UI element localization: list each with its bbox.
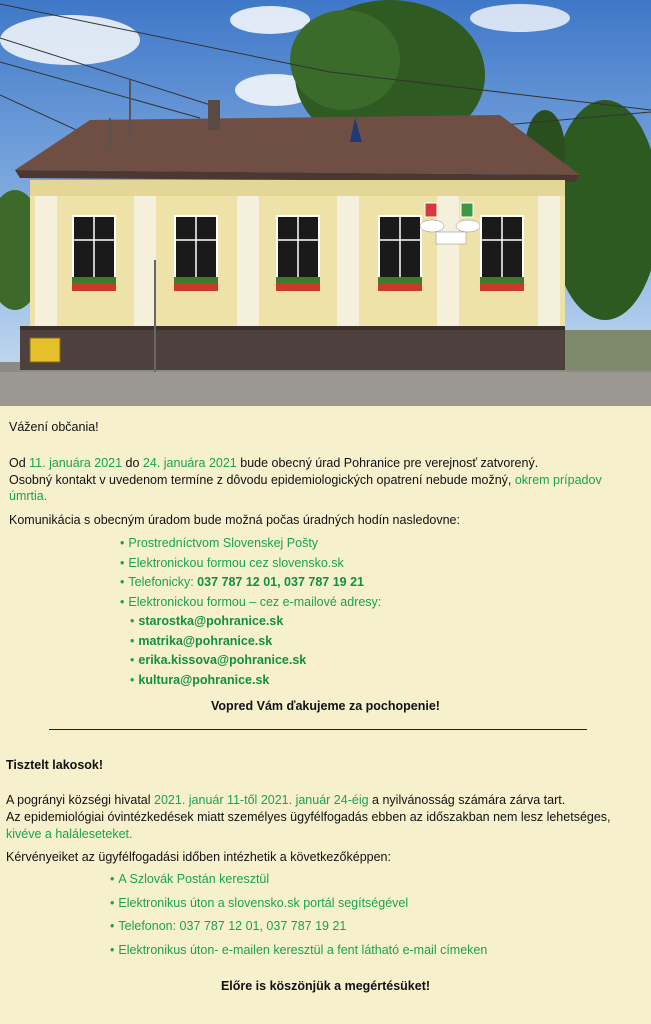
section-divider (49, 729, 587, 730)
bullet-icon: • (130, 633, 135, 648)
email-item[interactable] (130, 632, 306, 652)
hu-greeting: Tisztelt lakosok! (6, 758, 104, 772)
sk-exception-text-1: okrem prípadov (514, 473, 602, 487)
hu-closure-text: a nyilvánosság számára zárva tart. (368, 793, 566, 807)
bullet-icon: • (110, 895, 115, 910)
sk-phone-numbers: 037 787 12 01, 037 787 19 21 (197, 575, 364, 589)
hu-start-date: 2021. január 11-től (154, 793, 258, 807)
sk-contact-text: Osobný kontakt v uvedenom termíne z dôvodu epidemiologických opatrení nebude možný, (9, 473, 515, 487)
sk-greeting: Vážení občania! (9, 420, 99, 434)
email-item[interactable] (130, 651, 306, 671)
sk-email-list (130, 612, 306, 690)
bullet-icon: • (130, 672, 135, 687)
sk-end-date: 24. januára 2021 (142, 456, 237, 470)
list-item: • Prostredníctvom Slovenskej Pošty (120, 536, 319, 550)
email-link[interactable]: matrika@pohranice.sk (138, 633, 273, 648)
sk-communication-intro: Komunikácia s obecným úradom bude možná počas úradných hodín nasledovne: (9, 513, 460, 527)
hu-communication-intro: Kérvényeiket az ügyfélfogadási időben intézhetik a következőképpen: (6, 850, 391, 864)
email-link[interactable]: erika.kissova@pohranice.sk (138, 653, 307, 667)
hu-closure-paragraph (6, 792, 565, 808)
list-item: • Elektronickou formou – cez e-mailové adresy: (120, 594, 382, 609)
bullet-icon: • (130, 653, 135, 667)
bullet-icon: • (120, 594, 125, 609)
email-link[interactable]: starostka@pohranice.sk (138, 614, 284, 628)
municipal-office-photo (0, 0, 651, 406)
bullet-icon: • (110, 942, 115, 957)
hu-end-date: 2021. január 24-éig (260, 793, 369, 807)
sk-thanks: Vopred Vám ďakujeme za pochopenie! (211, 699, 440, 713)
list-item: • Elektronickou formou cez slovensko.sk (120, 555, 344, 570)
hu-thanks: Előre is köszönjük a megértésüket! (220, 979, 431, 993)
sk-to-text: do (122, 456, 143, 470)
email-item[interactable] (130, 612, 306, 632)
hu-contact-options (110, 868, 487, 962)
sk-from-text: Od (9, 456, 30, 470)
sk-contact-options (120, 534, 381, 612)
hu-contact-paragraph: Az epidemiológiai óvintézkedések miatt személyes ügyfélfogadás ebben az időszakban nem lesz lehetséges, (6, 810, 611, 824)
list-item: • Elektronikus úton a slovensko.sk portál segítségével (110, 895, 409, 910)
sk-closure-paragraph (9, 455, 538, 471)
bullet-icon: • (130, 614, 135, 628)
list-item: • A Szlovák Postán keresztül (110, 872, 270, 886)
bullet-icon: • (120, 575, 125, 589)
bullet-icon: • (110, 919, 115, 933)
sk-start-date: 11. januára 2021 (29, 456, 123, 470)
bullet-icon: • (120, 536, 125, 550)
sk-contact-paragraph (9, 472, 602, 488)
list-item: • Telefonon: 037 787 12 01, 037 787 19 21 (110, 919, 347, 933)
sk-exception-text-2: úmrtia. (9, 489, 48, 503)
email-link[interactable]: kultura@pohranice.sk (138, 672, 270, 687)
sk-closure-text: bude obecný úrad Pohranice pre verejnosť zatvorený. (236, 456, 539, 470)
hu-office-text: A pogrányi községi hivatal (6, 793, 155, 807)
email-item[interactable] (130, 671, 306, 691)
bullet-icon: • (110, 872, 115, 886)
sk-phone-label: Telefonicky: (128, 575, 198, 589)
bullet-icon: • (120, 555, 125, 570)
hu-exception-text: kivéve a haláleseteket. (6, 827, 133, 841)
list-item (120, 573, 381, 593)
list-item: • Elektronikus úton- e-mailen keresztül a fent látható e-mail címeken (110, 942, 488, 957)
